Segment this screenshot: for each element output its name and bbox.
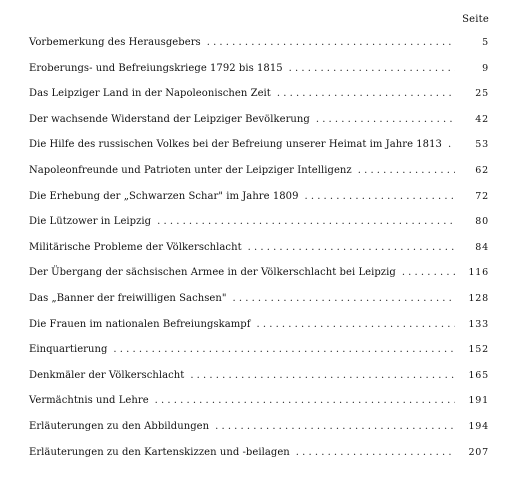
toc-entry-page: 165	[468, 369, 489, 381]
dot-leader	[248, 241, 455, 255]
toc-entry	[29, 420, 489, 446]
toc-entry	[29, 394, 489, 420]
toc-entry-title: Der Übergang der sächsischen Armee in der Völkerschlacht bei Leipzig	[29, 267, 396, 279]
toc-entry	[29, 164, 489, 190]
dot-leader	[257, 318, 456, 332]
toc-entry	[29, 36, 489, 62]
dot-leader	[233, 292, 456, 306]
dot-leader	[358, 164, 455, 178]
dot-leader	[402, 266, 455, 280]
dot-leader	[277, 87, 455, 101]
toc-entry-title: Denkmäler der Völkerschlacht	[29, 369, 185, 381]
toc-entry-title: Die Erhebung der „Schwarzen Schar" im Jahre 1809	[29, 190, 299, 202]
dot-leader	[215, 420, 455, 434]
toc-entry-title: Vorbemerkung des Herausgebers	[29, 37, 201, 48]
dot-leader	[304, 190, 455, 204]
toc-entry-page: 133	[468, 318, 489, 330]
toc-entry-title: Die Frauen im nationalen Befreiungskampf	[29, 318, 251, 330]
toc-entry-page: 25	[475, 88, 489, 100]
dot-leader	[113, 343, 455, 357]
toc-entry	[29, 62, 489, 88]
toc-entry	[29, 113, 489, 139]
toc-entry-title: Einquartierung	[29, 344, 108, 356]
dot-leader	[207, 36, 455, 50]
toc-entry-title: Militärische Probleme der Völkerschlacht	[29, 241, 242, 253]
toc-entry-page: 42	[475, 113, 489, 125]
toc-entry	[29, 190, 489, 216]
dot-leader	[190, 369, 455, 383]
toc-entry	[29, 292, 489, 318]
dot-leader	[296, 446, 455, 460]
toc-entry-page: 191	[468, 395, 489, 407]
toc-entry	[29, 241, 489, 267]
toc-entry-title: Das „Banner der freiwilligen Sachsen"	[29, 292, 227, 304]
toc-entry-page: 62	[475, 164, 489, 176]
dot-leader	[289, 62, 455, 76]
toc-entry	[29, 369, 489, 395]
toc-entry-title: Eroberungs- und Befreiungskriege 1792 bis 1815	[29, 62, 283, 74]
dot-leader	[448, 138, 455, 152]
toc-entry	[29, 318, 489, 344]
dot-leader	[316, 113, 455, 127]
toc-entry-page: 84	[475, 241, 489, 253]
toc-entry-page: 116	[468, 267, 489, 279]
toc-entry-title: Die Lützower in Leipzig	[29, 216, 152, 228]
toc-entry-title: Der wachsende Widerstand der Leipziger Bevölkerung	[29, 113, 310, 125]
toc-entry	[29, 87, 489, 113]
page-column-header: Seite	[462, 14, 489, 25]
toc-entry	[29, 446, 489, 472]
toc-entry	[29, 266, 489, 292]
toc-entry	[29, 215, 489, 241]
toc-entry-title: Erläuterungen zu den Kartenskizzen und -beilagen	[29, 446, 290, 458]
toc-entry-page: 53	[475, 139, 489, 151]
toc-entry-page: 152	[468, 344, 489, 356]
dot-leader	[155, 394, 455, 408]
toc-list	[29, 36, 489, 471]
toc-entry-title: Das Leipziger Land in der Napoleonischen Zeit	[29, 88, 271, 100]
toc-entry	[29, 138, 489, 164]
toc-entry-title: Die Hilfe des russischen Volkes bei der Befreiung unserer Heimat im Jahre 1813	[29, 139, 442, 151]
toc-entry-page: 128	[468, 292, 489, 304]
dot-leader	[157, 215, 455, 229]
toc-entry-page: 9	[482, 62, 489, 74]
toc-entry-title: Napoleonfreunde und Patrioten unter der Leipziger Intelligenz	[29, 164, 352, 176]
toc-entry-page: 72	[475, 190, 489, 202]
toc-entry-page: 194	[468, 420, 489, 432]
toc-entry-title: Erläuterungen zu den Abbildungen	[29, 420, 210, 432]
toc-entry-page: 5	[482, 37, 489, 48]
toc-entry-page: 207	[468, 446, 489, 458]
toc-entry-title: Vermächtnis und Lehre	[29, 395, 149, 407]
toc-entry-page: 80	[475, 216, 489, 228]
toc-entry	[29, 343, 489, 369]
